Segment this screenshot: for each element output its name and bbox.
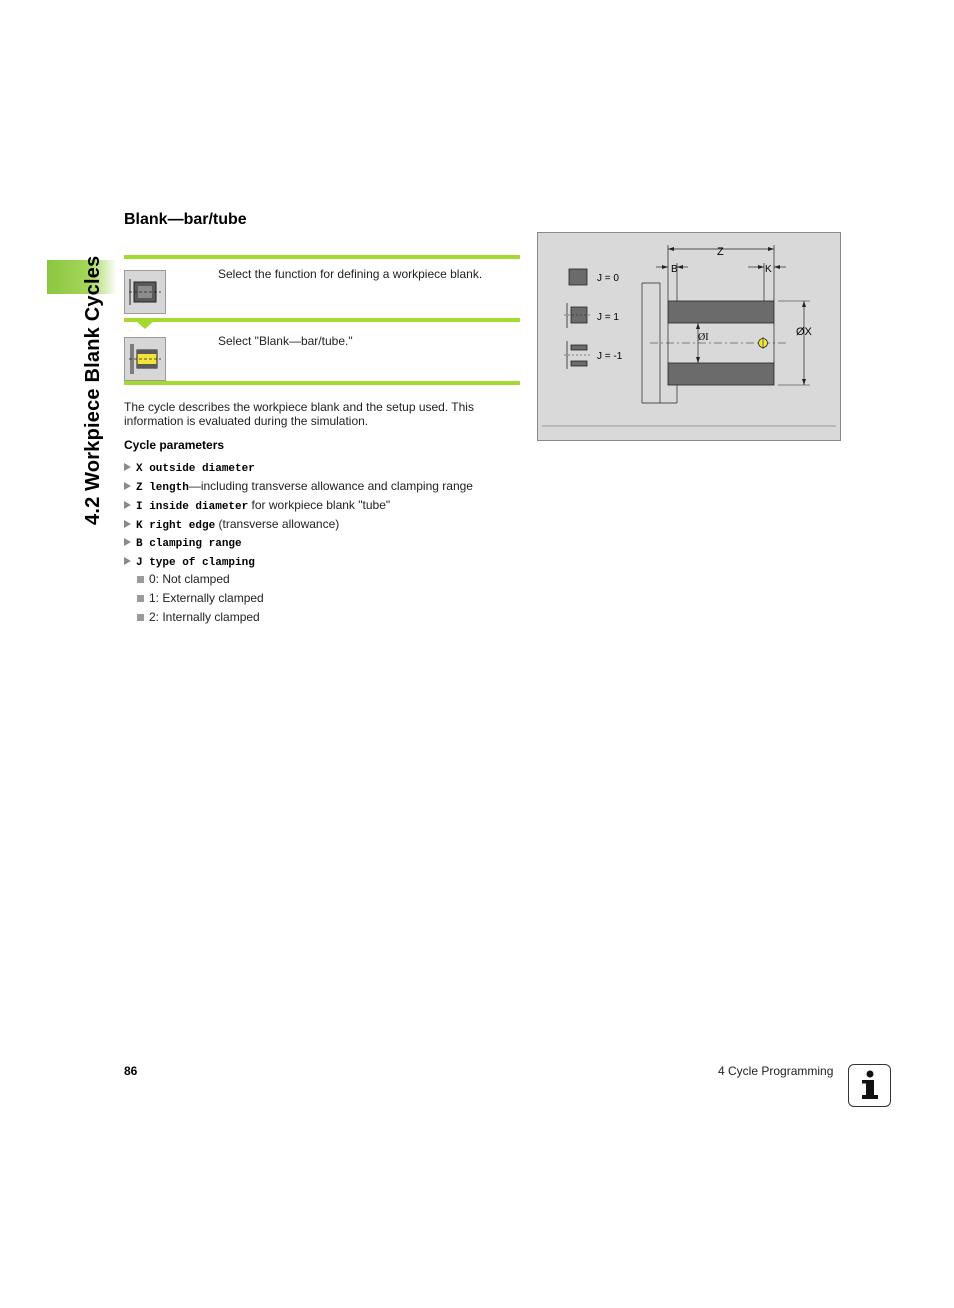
bullet-square-icon [137, 576, 144, 583]
bullet-triangle-icon [124, 501, 131, 509]
param-item: I inside diameter for workpiece blank "tube" [124, 498, 390, 513]
param-item: B clamping range [124, 535, 242, 550]
bullet-triangle-icon [124, 520, 131, 528]
chapter-title: 4.2 Workpiece Blank Cycles [82, 255, 104, 525]
jm1-label: J = -1 [597, 351, 623, 362]
footer-chapter: 4 Cycle Programming [718, 1064, 834, 1078]
bullet-triangle-icon [124, 482, 131, 490]
step-divider [124, 381, 520, 385]
bullet-triangle-icon [124, 538, 131, 546]
param-item: K right edge (transverse allowance) [124, 517, 339, 532]
clamping-option: 0: Not clamped [137, 572, 230, 586]
step-text: Select "Blank—bar/tube." [218, 334, 353, 348]
bullet-triangle-icon [124, 463, 131, 471]
step-arrow-icon [136, 321, 154, 329]
step-divider [124, 255, 520, 259]
blank-diagram [537, 232, 841, 441]
step-divider [124, 318, 520, 322]
bullet-square-icon [137, 595, 144, 602]
k-label: K [765, 264, 772, 275]
inner-diameter-label: ØI [698, 332, 709, 343]
j1-clamp-icon [564, 303, 590, 328]
params-heading: Cycle parameters [124, 438, 225, 452]
outer-diameter-label: ØX [796, 326, 812, 338]
blank-function-icon[interactable] [124, 270, 166, 314]
tube-upper-wall [668, 301, 774, 323]
clamping-option: 1: Externally clamped [137, 591, 264, 605]
page-number: 86 [124, 1064, 138, 1078]
bar-tube-icon[interactable] [124, 337, 166, 381]
param-item: Z length—including transverse allowance and clamping range [124, 479, 473, 494]
section-title: Blank—bar/tube [124, 211, 247, 228]
b-label: B [671, 264, 678, 275]
jm1-clamp-icon [564, 341, 590, 369]
step-text: Select the function for defining a workpiece blank. [218, 267, 483, 281]
param-item: J type of clamping [124, 554, 255, 569]
description: The cycle describes the workpiece blank and the setup used. This information is evaluated during the simulation. [124, 400, 474, 428]
j1-label: J = 1 [597, 312, 619, 323]
bullet-triangle-icon [124, 557, 131, 565]
bullet-square-icon [137, 614, 144, 621]
param-item: X outside diameter [124, 460, 255, 475]
j0-clamp-icon [569, 269, 587, 285]
j0-label: J = 0 [597, 273, 619, 284]
clamping-option: 2: Internally clamped [137, 610, 260, 624]
info-icon [848, 1064, 891, 1107]
z-label: Z [717, 246, 724, 258]
tube-lower-wall [668, 363, 774, 385]
